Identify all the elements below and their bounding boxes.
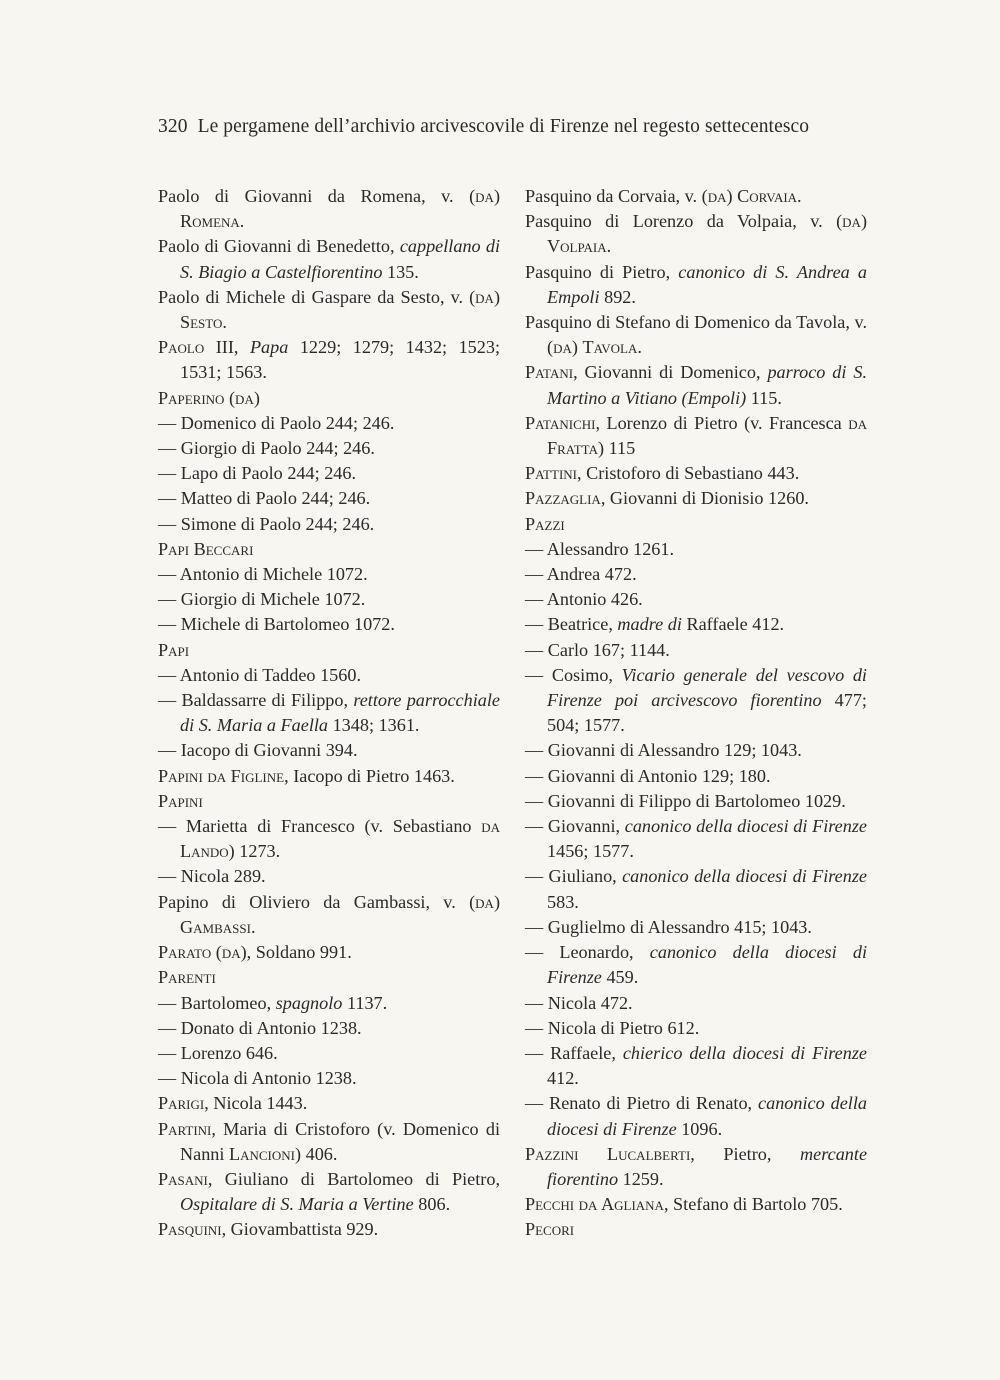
index-entry: — Baldassarre di Filippo, rettore parrocchiale di S. Maria a Faella 1348; 1361. — [158, 690, 500, 736]
index-entry: Pasquino da Corvaia, v. (da) Corvaia. — [525, 186, 802, 206]
index-entry: — Lorenzo 646. — [158, 1042, 278, 1063]
index-entry: — Giuliano, canonico della diocesi di Firenze 583. — [525, 866, 867, 912]
index-entry: — Guglielmo di Alessandro 415; 1043. — [525, 916, 812, 937]
running-header — [158, 116, 809, 138]
index-entry: — Giorgio di Paolo 244; 246. — [158, 438, 375, 459]
index-entry: — Giovanni di Antonio 129; 180. — [525, 765, 771, 786]
index-entry: — Giorgio di Michele 1072. — [158, 589, 366, 610]
index-entry: Partini, Maria di Cristoforo (v. Domenico di Nanni Lancioni) 406. — [158, 1118, 500, 1164]
index-entry: — Giovanni, canonico della diocesi di Firenze 1456; 1577. — [525, 816, 867, 862]
index-entry: Pasquino di Pietro, canonico di S. Andrea a Empoli 892. — [525, 261, 867, 307]
index-column-right — [525, 184, 867, 1243]
index-entry: Paolo di Giovanni da Romena, v. (da) Romena. — [158, 186, 500, 232]
index-entry: Patani, Giovanni di Domenico, parroco di S. Martino a Vitiano (Empoli) 115. — [525, 362, 867, 408]
index-entry: Papi — [158, 639, 190, 660]
index-entry: — Antonio di Taddeo 1560. — [158, 664, 361, 685]
index-column-left — [158, 184, 500, 1243]
index-entry: — Giovanni di Filippo di Bartolomeo 1029. — [525, 790, 846, 811]
index-entry: — Michele di Bartolomeo 1072. — [158, 614, 395, 635]
index-entry: Pazzi — [525, 513, 565, 534]
index-entry: Paolo III, Papa 1229; 1279; 1432; 1523; 1531; 1563. — [158, 337, 501, 383]
index-entry: Pecori — [525, 1219, 575, 1240]
index-entry: Papini — [158, 790, 203, 811]
index-entry: — Giovanni di Alessandro 129; 1043. — [525, 740, 802, 761]
index-entry: Paolo di Giovanni di Benedetto, cappellano di S. Biagio a Castelfiorentino 135. — [158, 236, 500, 282]
index-entry: Pattini, Cristoforo di Sebastiano 443. — [525, 463, 800, 484]
index-entry: — Nicola 472. — [525, 992, 633, 1013]
index-entry: Pecchi da Agliana, Stefano di Bartolo 705. — [525, 1194, 843, 1215]
index-entry: — Carlo 167; 1144. — [525, 639, 670, 660]
index-entry: Paolo di Michele di Gaspare da Sesto, v. (da) Sesto. — [158, 286, 500, 333]
index-entry: — Marietta di Francesco (v. Sebastiano da Lando) 1273. — [158, 816, 500, 862]
index-entry: — Nicola di Pietro 612. — [525, 1017, 700, 1038]
index-entry: Parigi, Nicola 1443. — [158, 1093, 308, 1114]
index-entry: — Nicola di Antonio 1238. — [158, 1068, 357, 1089]
index-entry: — Antonio 426. — [525, 589, 643, 610]
index-entry: Papini da Figline, Iacopo di Pietro 1463. — [158, 765, 455, 786]
index-entry: Patanichi, Lorenzo di Pietro (v. Francesca da Fratta) 115 — [525, 412, 867, 459]
index-entry: Pazzaglia, Giovanni di Dionisio 1260. — [525, 488, 809, 509]
index-entry: — Alessandro 1261. — [525, 538, 675, 559]
index-entry: Pasani, Giuliano di Bartolomeo di Pietro, Ospitalare di S. Maria a Vertine 806. — [158, 1168, 500, 1215]
index-entry: Parato (da), Soldano 991. — [158, 942, 352, 963]
index-entry: — Renato di Pietro di Renato, canonico della diocesi di Firenze 1096. — [525, 1093, 867, 1139]
index-entry: — Iacopo di Giovanni 394. — [158, 740, 358, 761]
running-title: Le pergamene dell’archivio arcivescovile di Firenze nel regesto settecentesco — [197, 116, 810, 137]
index-entry: — Matteo di Paolo 244; 246. — [158, 488, 371, 509]
index-entry: — Beatrice, madre di Raffaele 412. — [525, 614, 785, 635]
index-entry: — Raffaele, chierico della diocesi di Firenze 412. — [525, 1042, 867, 1089]
index-entry: Papi Beccari — [158, 538, 254, 559]
index-entry: — Andrea 472. — [525, 564, 637, 585]
index-entry: — Leonardo, canonico della diocesi di Firenze 459. — [525, 942, 868, 988]
index-entry: Papino di Oliviero da Gambassi, v. (da) Gambassi. — [158, 891, 500, 937]
page-number: 320 — [158, 116, 188, 137]
index-entry: Paperino (da) — [158, 387, 260, 408]
index-entry: — Donato di Antonio 1238. — [158, 1017, 362, 1038]
index-entry: Pasquino di Stefano di Domenico da Tavola, v. (da) Tavola. — [525, 312, 867, 358]
index-entry: Pazzini Lucalberti, Pietro, mercante fiorentino 1259. — [525, 1143, 868, 1189]
index-entry: Pasquino di Lorenzo da Volpaia, v. (da) Volpaia. — [525, 211, 867, 257]
index-entry: — Cosimo, Vicario generale del vescovo di Firenze poi arcivescovo fiorentino 477; 504; 1577. — [525, 664, 867, 736]
index-entry: — Simone di Paolo 244; 246. — [158, 513, 375, 534]
index-entry: Parenti — [158, 967, 216, 988]
index-entry: Pasquini, Giovambattista 929. — [158, 1219, 379, 1240]
index-entry: — Antonio di Michele 1072. — [158, 564, 368, 585]
index-entry: — Bartolomeo, spagnolo 1137. — [158, 992, 388, 1013]
index-entry: — Domenico di Paolo 244; 246. — [158, 412, 395, 433]
index-entry: — Nicola 289. — [158, 866, 266, 887]
index-entry: — Lapo di Paolo 244; 246. — [158, 463, 357, 484]
